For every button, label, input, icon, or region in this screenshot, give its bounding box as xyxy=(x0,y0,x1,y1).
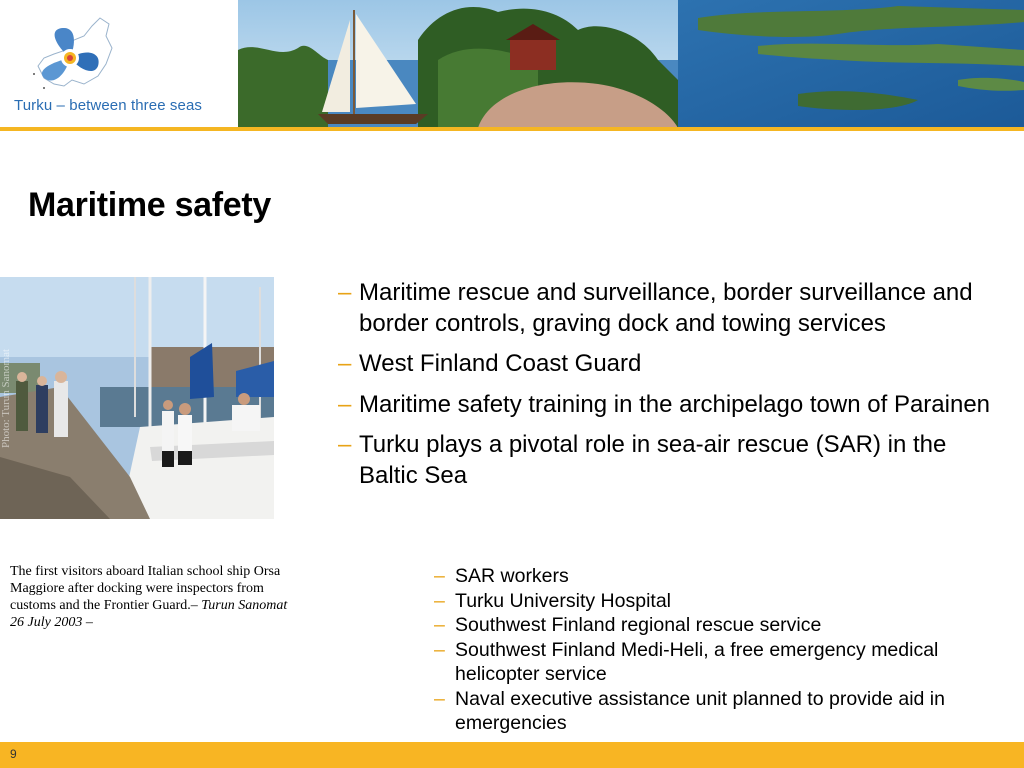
page-number: 9 xyxy=(10,747,17,761)
harbor-photo-image xyxy=(0,277,274,519)
sub-bullet-item xyxy=(434,638,1024,687)
sub-bullet-text: SAR workers xyxy=(455,565,569,587)
sub-bullet-list xyxy=(434,564,1024,736)
bullet-text: Maritime rescue and surveillance, border surveillance and border controls, graving dock and towing services xyxy=(359,279,973,337)
header-banner-photo xyxy=(238,0,1024,128)
sub-bullet-item xyxy=(434,564,1024,589)
archipelago-banner-image xyxy=(238,0,1024,128)
sub-bullet-item xyxy=(434,687,1015,736)
turku-propeller-logo-icon xyxy=(14,14,124,100)
main-bullet-list xyxy=(338,278,1010,501)
slide-title: Maritime safety xyxy=(28,186,272,224)
sub-bullet-text: Turku University Hospital xyxy=(455,589,672,612)
sub-bullet-dash: – xyxy=(434,589,445,612)
header xyxy=(0,0,1024,128)
bullet-item xyxy=(338,278,1010,339)
logo xyxy=(0,0,240,128)
bullet-item xyxy=(338,349,1010,380)
sub-bullet-item xyxy=(434,613,1024,638)
bullet-item xyxy=(338,390,1010,421)
bullet-text: West Finland Coast Guard xyxy=(359,350,642,377)
sub-bullet-dash: – xyxy=(434,565,445,587)
photo-credit: Photo: Turun Sanomat xyxy=(0,348,12,448)
bullet-dash: – xyxy=(338,350,352,377)
caption-source: Turun Sanomat 26 July 2003 xyxy=(10,598,288,630)
sub-bullet-dash: – xyxy=(434,638,445,661)
footer-bar xyxy=(0,742,1024,768)
header-divider xyxy=(0,127,1024,131)
photo-caption xyxy=(10,563,295,631)
bullet-text: Maritime safety training in the archipelago town of Parainen xyxy=(359,390,991,418)
harbor-photo xyxy=(0,277,274,519)
bullet-dash: – xyxy=(338,279,352,306)
bullet-item xyxy=(338,430,999,491)
bullet-dash: – xyxy=(338,390,352,418)
bullet-text: Turku plays a pivotal role in sea-air rescue (SAR) in the Baltic Sea xyxy=(359,431,947,489)
bullet-dash: – xyxy=(338,431,352,458)
sub-bullet-dash: – xyxy=(434,687,445,710)
caption-text: The first visitors aboard Italian school ship Orsa Maggiore after docking were inspectors from customs and the Frontier Guard.– xyxy=(10,564,281,613)
sub-bullet-text: Southwest Finland Medi-Heli, a free emergency medical helicopter service xyxy=(455,638,939,685)
sub-bullet-text: Naval executive assistance unit planned to provide aid in emergencies xyxy=(455,687,945,734)
sub-bullet-text: Southwest Finland regional rescue service xyxy=(455,614,822,636)
sub-bullet-item xyxy=(434,589,1024,614)
logo-text: Turku – between three seas xyxy=(14,97,202,114)
caption-end: – xyxy=(82,615,93,630)
sub-bullet-dash: – xyxy=(434,614,445,636)
